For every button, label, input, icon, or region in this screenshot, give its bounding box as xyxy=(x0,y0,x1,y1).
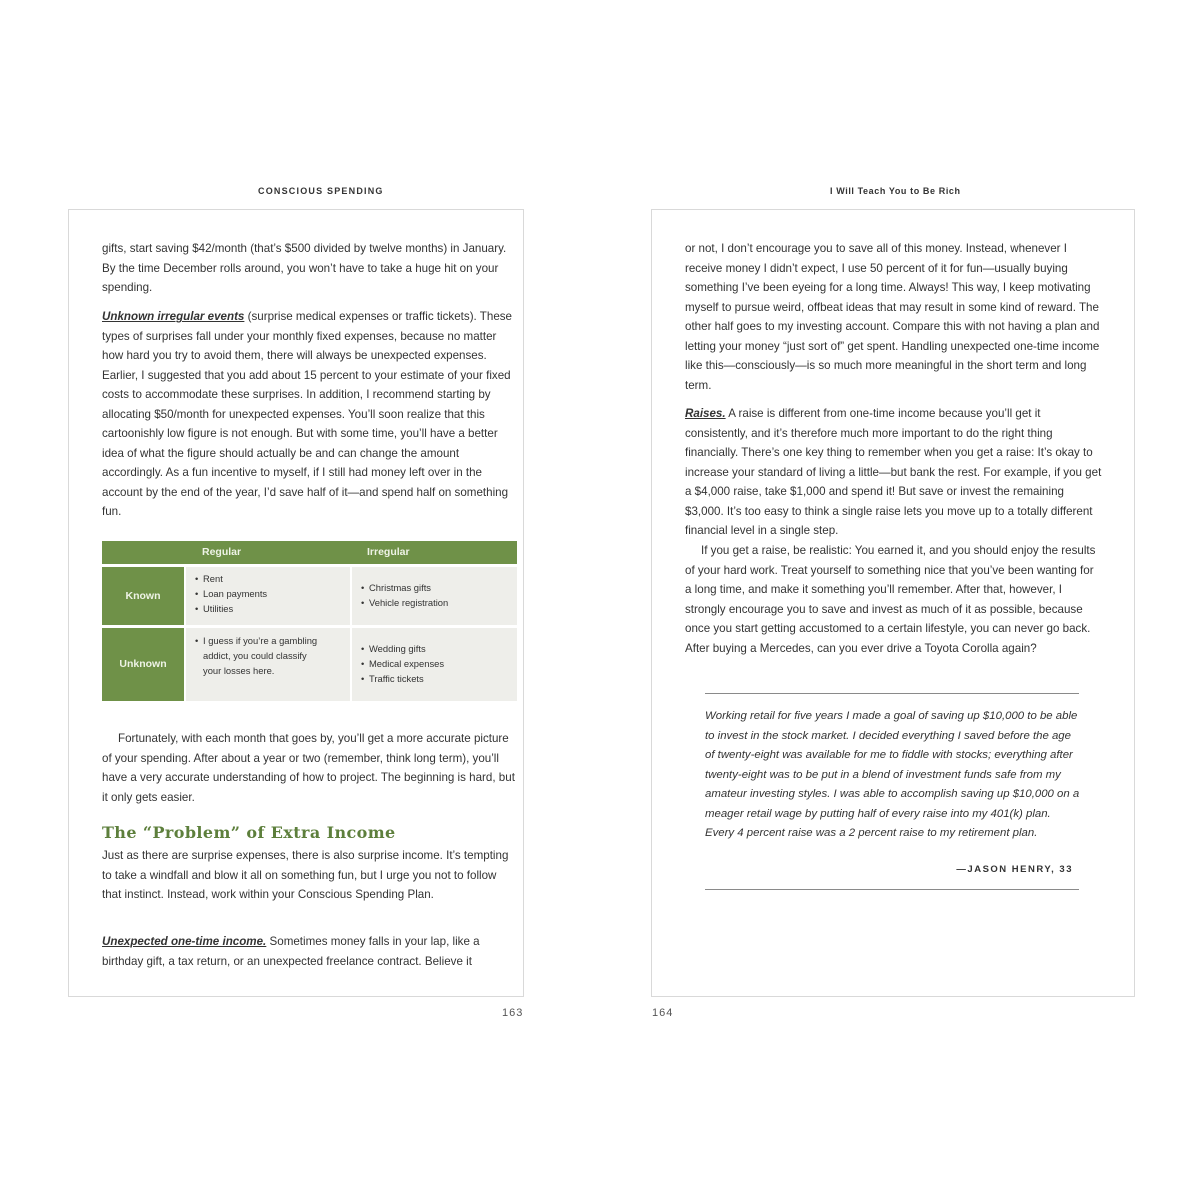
quote-bottom-rule xyxy=(705,889,1079,890)
expense-type-table xyxy=(102,541,517,701)
table-col-irregular: Irregular xyxy=(367,546,410,558)
table-row-unknown-header: Unknown xyxy=(102,628,184,701)
list-item: • Medical expenses xyxy=(361,656,517,671)
right-paragraph-1: or not, I don’t encourage you to save all of this money. Instead, whenever I receive money I didn’t expect, I use 50 percent of it for fun—usually buying something I’ve been eyeing for a long time. Always! This way, I keep motivating myself to pursue weird, offbeat ideas that may result in some kind of reward. The other half goes to my investing account. Compare this with not having a plan and letting your money “just sort of” get spent. Handling unexpected one-time income like this—consciously—is so much more meaningful in the short term and long term. xyxy=(685,242,1100,392)
running-head-left: CONSCIOUS SPENDING xyxy=(258,186,384,196)
runin-unknown-irregular-events: Unknown irregular events xyxy=(102,310,245,323)
list-item: • I guess if you’re a gambling addict, you could classify your losses here. xyxy=(195,633,320,678)
left-paragraph-4: Just as there are surprise expenses, there is also surprise income. It’s tempting to take a windfall and blow it all on something fun, but I urge you not to follow that instinct. Instead, work within your Conscious Spending Plan. xyxy=(102,849,509,901)
list-item: • Wedding gifts xyxy=(361,641,517,656)
table-cell-known-regular xyxy=(186,567,350,625)
table-cell-unknown-irregular xyxy=(352,628,517,701)
page-number-right: 164 xyxy=(652,1007,674,1019)
list-item: • Loan payments xyxy=(195,586,350,601)
table-cell-unknown-regular xyxy=(186,628,350,701)
right-paragraph-2 xyxy=(685,404,1103,541)
left-paragraph-2-body: (surprise medical expenses or traffic tickets). These types of surprises fall under your monthly fixed expenses, because no matter how hard you try to avoid them, there will always be unexpected expenses. Earlier, I suggested that you add about 15 percent to your estimate of your fixed costs to accommodate these surprises. In addition, I recommend starting by allocating $50/month for unexpected expenses. You’ll soon realize that this cartoonishly low figure is not enough. But with some time, you’ll have a better idea of what the figure should actually be and can change the amount accordingly. As a fun incentive to myself, if I still had money left over in the account by the end of the year, I’d save half of it—and spend half on something fun. xyxy=(102,310,513,518)
runin-raises: Raises. xyxy=(685,407,726,420)
section-heading-extra-income: The “Problem” of Extra Income xyxy=(102,823,396,842)
runin-unexpected-one-time-income: Unexpected one-time income. xyxy=(102,935,267,948)
table-col-regular: Regular xyxy=(202,546,242,558)
running-head-right: I Will Teach You to Be Rich xyxy=(830,186,961,196)
quote-top-rule xyxy=(705,693,1079,694)
sidebar-quote: Working retail for five years I made a goal of saving up $10,000 to be able to invest in the stock market. I decided everything I saved before the age of twenty-eight was available for me to fiddle with stocks; everything after twenty-eight was to be put in a blend of investment funds safe from my amateur investing styles. I was able to accomplish saving up $10,000 on a meager retail wage by putting half of every raise into my 401(k) plan. Every 4 percent raise was a 2 percent raise to my retirement plan. xyxy=(705,710,1080,839)
left-paragraph-5 xyxy=(102,932,518,971)
quote-attribution: —JASON HENRY, 33 xyxy=(956,864,1073,875)
left-paragraph-5-body: Sometimes money falls in your lap, like a birthday gift, a tax return, or an unexpected freelance contract. Believe it xyxy=(102,935,480,968)
page-number-left: 163 xyxy=(502,1007,524,1019)
list-item: • Vehicle registration xyxy=(361,595,517,610)
list-item: • Utilities xyxy=(195,601,350,616)
table-cell-known-irregular xyxy=(352,567,517,625)
list-item: • Rent xyxy=(195,571,350,586)
left-paragraph-3: Fortunately, with each month that goes by, you’ll get a more accurate picture of your spending. After about a year or two (remember, think long term), you’ll have a very accurate understanding of how to project. The beginning is hard, but it only gets easier. xyxy=(102,732,515,804)
left-paragraph-1: gifts, start saving $42/month (that’s $500 divided by twelve months) in January. By the time December rolls around, you won’t have to take a huge hit on your spending. xyxy=(102,242,507,294)
right-paragraph-3: If you get a raise, be realistic: You earned it, and you should enjoy the results of your hard work. Treat yourself to something nice that you’ve been wanting for a long time, and make it something you’ll remember. After that, however, I strongly encourage you to save and invest as much of it as possible, because once you start getting accustomed to a certain lifestyle, you can never go back. After buying a Mercedes, can you ever drive a Toyota Corolla again? xyxy=(685,544,1096,655)
table-header-row xyxy=(102,541,517,564)
right-paragraph-2-body: A raise is different from one-time income because you’ll get it consistently, and it’s therefore much more important to do the right thing financially. There’s one key thing to remember when you get a raise: It’s okay to increase your standard of living a little—but bank the rest. For example, if you get a $4,000 raise, take $1,000 and spend it! But save or invest the remaining $3,000. It’s too easy to think a single raise lets you move up to a totally different financial level in a single step. xyxy=(685,407,1102,537)
list-item: • Traffic tickets xyxy=(361,671,517,686)
left-paragraph-2 xyxy=(102,307,518,522)
list-item: • Christmas gifts xyxy=(361,580,517,595)
table-row-known-header: Known xyxy=(102,567,184,625)
